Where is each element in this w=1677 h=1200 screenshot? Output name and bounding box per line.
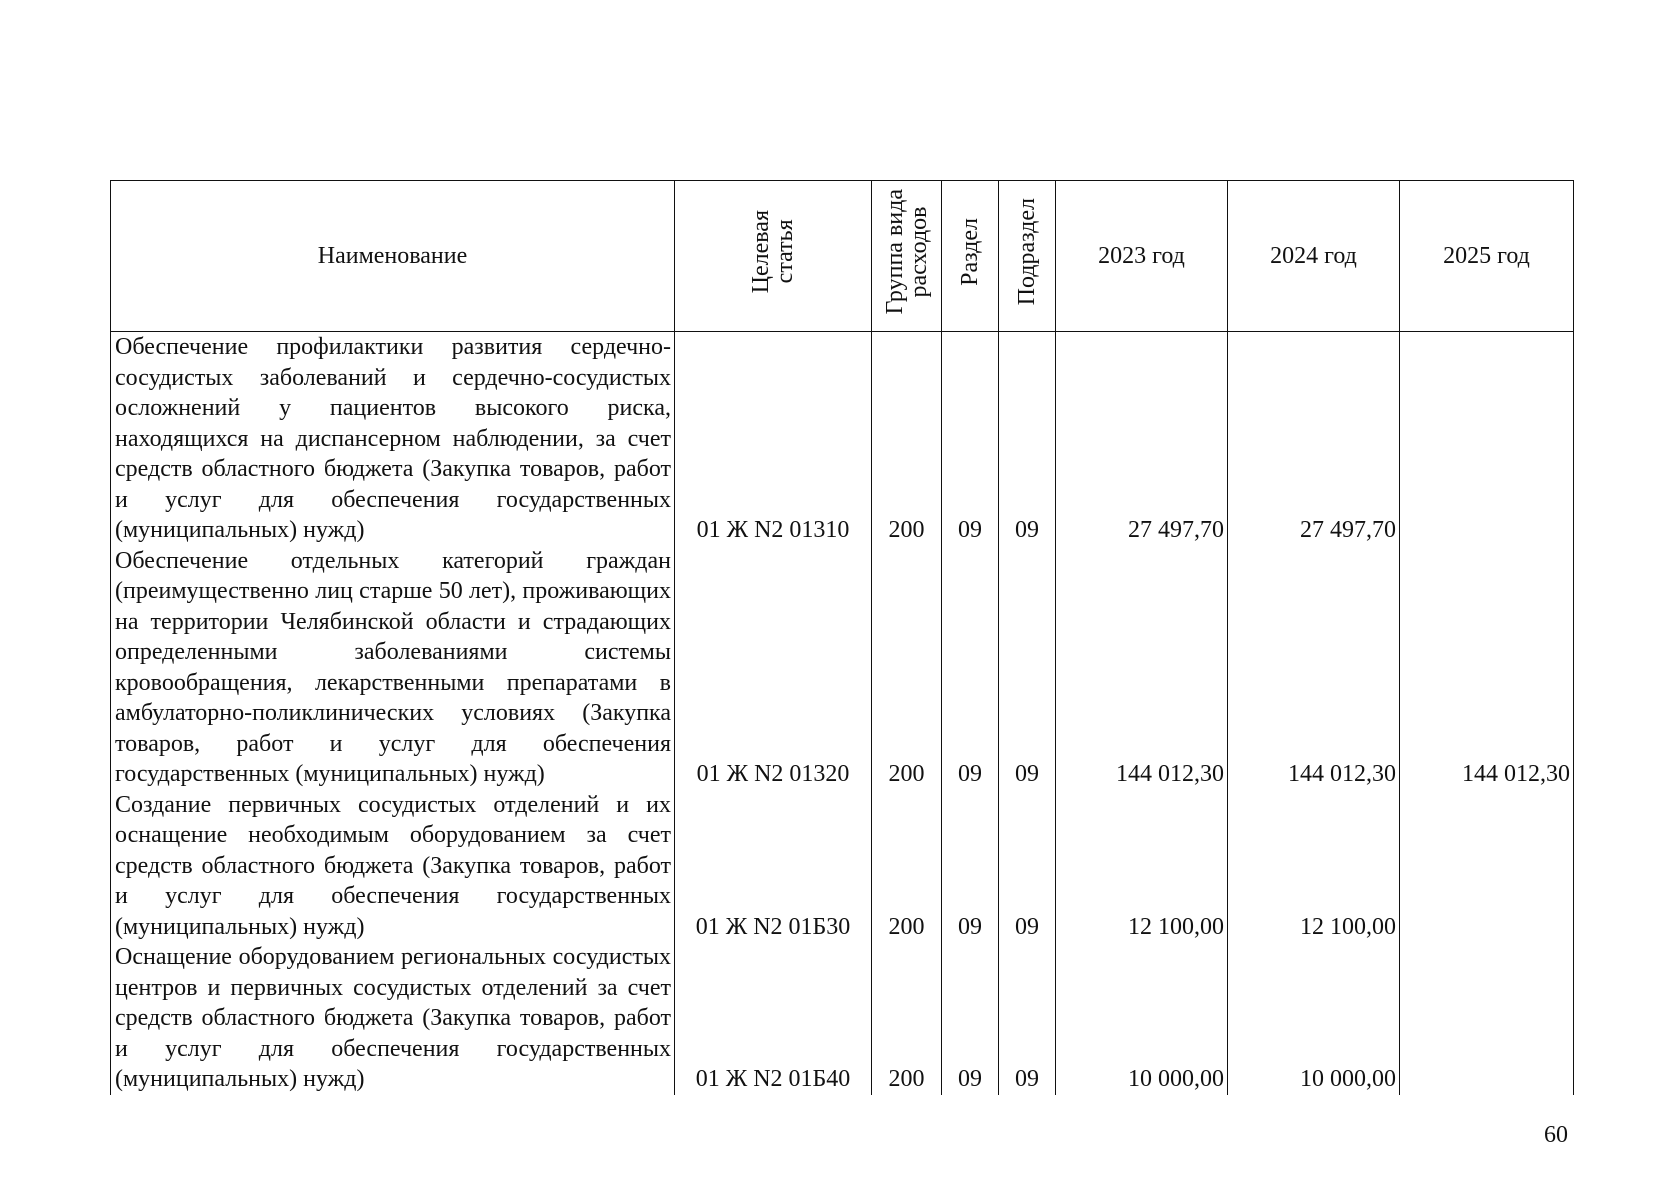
row-amount-2025 bbox=[1400, 332, 1574, 546]
row-subsection: 09 bbox=[999, 942, 1056, 1095]
row-amount-2023: 10 000,00 bbox=[1056, 942, 1228, 1095]
table-header-row bbox=[111, 181, 1574, 332]
header-subsection: Подраздел bbox=[999, 181, 1056, 332]
row-expense-group: 200 bbox=[872, 942, 942, 1095]
row-expense-group: 200 bbox=[872, 332, 942, 546]
row-expense-group: 200 bbox=[872, 790, 942, 943]
row-amount-2024: 144 012,30 bbox=[1228, 546, 1400, 790]
table-row bbox=[111, 790, 1574, 943]
row-target-article: 01 Ж N2 01Б40 bbox=[675, 942, 872, 1095]
header-year-2025: 2025 год bbox=[1400, 181, 1574, 332]
row-name: Создание первичных сосудистых отделений и их оснащение необходимым оборудованием за счет средств областного бюджета (Закупка товаров, работ и услуг для обеспечения государственных (муниципальных) нужд) bbox=[111, 790, 675, 943]
row-section: 09 bbox=[942, 790, 999, 943]
table-row bbox=[111, 942, 1574, 1095]
header-expense-group: Группа вида расходов bbox=[872, 181, 942, 332]
row-name: Обеспечение профилактики развития сердечно-сосудистых заболеваний и сердечно-сосудистых осложнений у пациентов высокого риска, находящихся на диспансерном наблюдении, за счет средств областного бюджета (Закупка товаров, работ и услуг для обеспечения государственных (муниципальных) нужд) bbox=[111, 332, 675, 546]
row-section: 09 bbox=[942, 332, 999, 546]
row-name: Оснащение оборудованием региональных сосудистых центров и первичных сосудистых отделений за счет средств областного бюджета (Закупка товаров, работ и услуг для обеспечения государственных (муниципальных) нужд) bbox=[111, 942, 675, 1095]
row-target-article: 01 Ж N2 01Б30 bbox=[675, 790, 872, 943]
row-expense-group: 200 bbox=[872, 546, 942, 790]
row-amount-2024: 12 100,00 bbox=[1228, 790, 1400, 943]
row-amount-2023: 12 100,00 bbox=[1056, 790, 1228, 943]
row-amount-2025: 144 012,30 bbox=[1400, 546, 1574, 790]
header-target-article: Целевая статья bbox=[675, 181, 872, 332]
row-amount-2023: 144 012,30 bbox=[1056, 546, 1228, 790]
row-amount-2023: 27 497,70 bbox=[1056, 332, 1228, 546]
page-number: 60 bbox=[1544, 1122, 1568, 1148]
row-amount-2024: 10 000,00 bbox=[1228, 942, 1400, 1095]
table-row bbox=[111, 546, 1574, 790]
budget-table bbox=[110, 180, 1574, 1095]
row-section: 09 bbox=[942, 942, 999, 1095]
row-target-article: 01 Ж N2 01320 bbox=[675, 546, 872, 790]
row-section: 09 bbox=[942, 546, 999, 790]
row-name: Обеспечение отдельных категорий граждан (преимущественно лиц старше 50 лет), проживающих на территории Челябинской области и страдающих определенными заболеваниями системы кровообращения, лекарственными препаратами в амбулаторно-поликлинических условиях (Закупка товаров, работ и услуг для обеспечения государственных (муниципальных) нужд) bbox=[111, 546, 675, 790]
row-subsection: 09 bbox=[999, 332, 1056, 546]
table-row bbox=[111, 332, 1574, 546]
row-amount-2024: 27 497,70 bbox=[1228, 332, 1400, 546]
row-subsection: 09 bbox=[999, 546, 1056, 790]
header-section: Раздел bbox=[942, 181, 999, 332]
row-subsection: 09 bbox=[999, 790, 1056, 943]
row-amount-2025 bbox=[1400, 942, 1574, 1095]
header-year-2023: 2023 год bbox=[1056, 181, 1228, 332]
header-year-2024: 2024 год bbox=[1228, 181, 1400, 332]
header-name: Наименование bbox=[111, 181, 675, 332]
row-amount-2025 bbox=[1400, 790, 1574, 943]
row-target-article: 01 Ж N2 01310 bbox=[675, 332, 872, 546]
